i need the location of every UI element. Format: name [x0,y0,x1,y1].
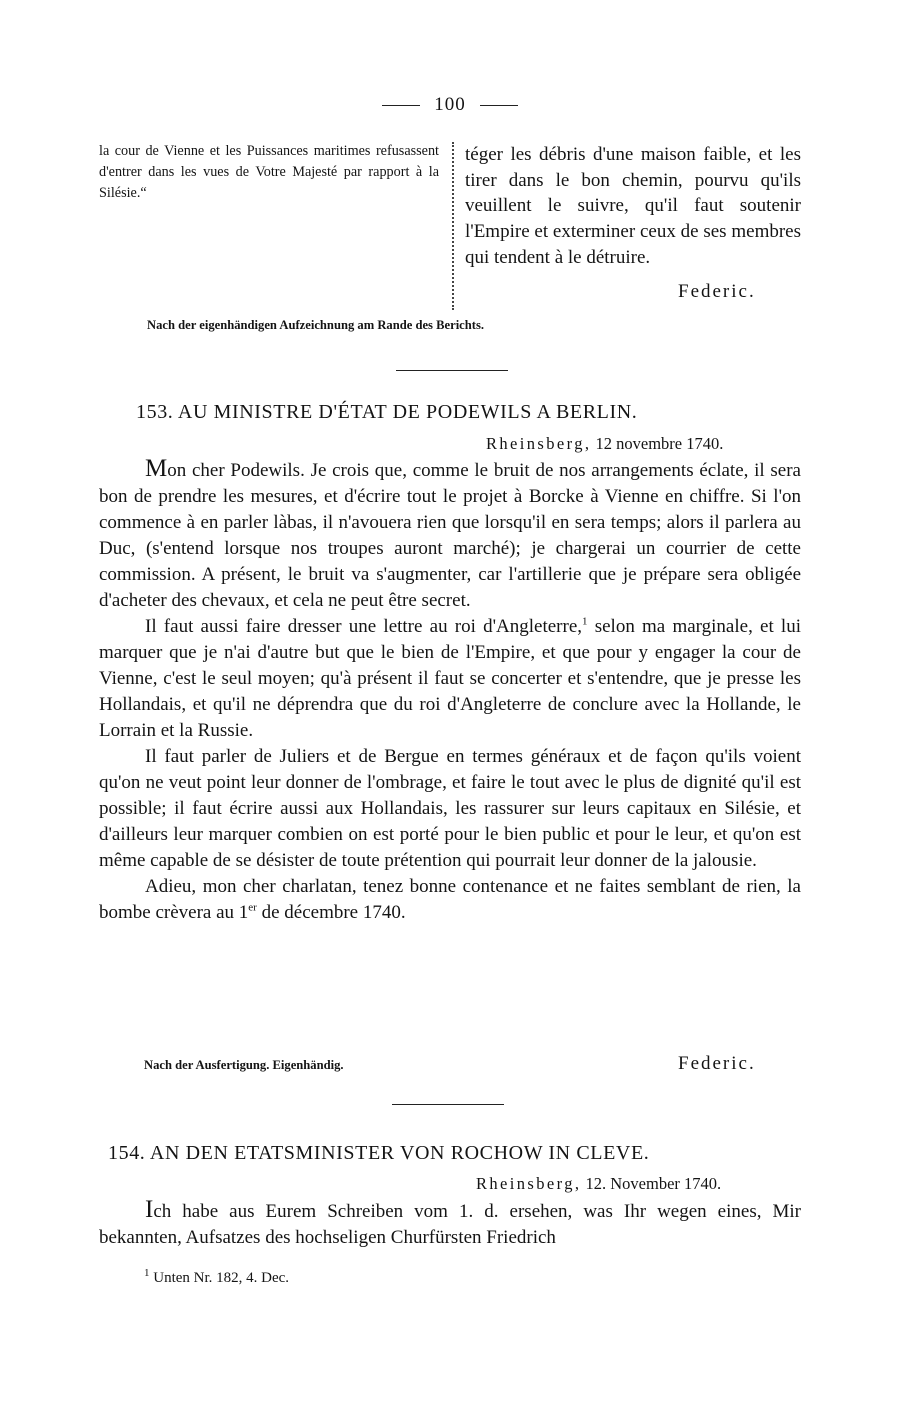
letter-153-paragraph-1-text: on cher Podewils. Je crois que, comme le bruit de nos arrangements éclate, il sera bon de prendre les mesures, et d'écrire tout le projet à Borcke à Vienne en chiffre. Si l'on commence à en parler làbas, il n'avouera rien que lorsqu'il en sera temps; alors il parlera au Duc, (s'entend lorsque nos troupes auront marché); je chargerai un courrier de cette commission. A présent, le bruit va s'augmenter, car l'artillerie que je prépare sera obligée d'acheter des chevaux, et cela ne peut être secret. [99,460,801,611]
page-number [0,94,900,116]
letter-153-paragraph-2-text-a: Il faut aussi faire dresser une lettre au roi d'Angleterre, [145,616,582,637]
letter-153-paragraph-4-text-a: Adieu, mon cher charlatan, tenez bonne contenance et ne faites semblant de rien, la bombe crèvera au 1 [99,876,801,923]
previous-letter-source-note: Nach der eigenhändigen Aufzeichnung am Rande des Berichts. [147,318,485,332]
letter-154-body [99,1197,801,1251]
letter-154-date: 12. November 1740. [585,1174,722,1193]
page-number-value: 100 [434,94,466,115]
letter-154-place: Rheinsberg, [476,1174,582,1193]
letter-153-dropcap: M [145,455,168,482]
letter-154-heading: 154. AN DEN ETATSMINISTER VON ROCHOW IN CLEVE. [108,1142,650,1164]
letter-153-paragraph-3: Il faut parler de Juliers et de Bergue en termes généraux et de façon qu'ils voient qu'on ne veut point leur donner de l'ombrage, et faire le tout avec le plus de dignité qu'il est possible; il faut écrire aussi aux Hollandais, les rassurer sur leurs capitaux en Silésie, et d'ailleurs leur marquer combien on est porté pour le bien public et pour le leur, et qu'on est même capable de se désister de toute prétention qui pourrait leur donner de la jalousie. [99,746,801,871]
letter-153-superscript-er: er [248,901,257,914]
letter-154-dateline [476,1174,721,1194]
letter-153-dateline [486,434,723,454]
letter-153-paragraph-4 [99,874,801,926]
previous-letter-signature: Federic. [678,281,756,302]
letter-153-body [99,456,801,926]
previous-letter-left-column: la cour de Vienne et les Puissances maritimes refusassent d'entrer dans les vues de Votre Majesté par rapport à la Silésie.“ [99,143,439,201]
letter-153-date: 12 novembre 1740. [595,434,724,453]
previous-letter-right-column: téger les débris d'une maison faible, et les tirer dans le bon chemin, pourvu qu'ils veuillent le suivre, qu'il faut soutenir l'Empire et exterminer ceux de ses membres qui tendent à le détruire. [465,144,801,268]
letter-153-heading: 153. AU MINISTRE D'ÉTAT DE PODEWILS A BERLIN. [136,401,638,423]
letter-153-paragraph-2 [99,614,801,744]
letter-154-dropcap: I [145,1196,154,1223]
letter-153-signature: Federic. [678,1053,756,1074]
letter-154-paragraph-1 [99,1197,801,1251]
letter-154-paragraph-1-text: ch habe aus Eurem Schreiben vom 1. d. ersehen, was Ihr wegen eines, Mir bekannten, Aufsatzes des hochseligen Churfürsten Friedrich [99,1201,801,1248]
footnote-marker: 1 [144,1267,150,1279]
section-divider [392,1104,504,1105]
page-number-dash-left [382,105,420,106]
letter-153-paragraph-1 [99,456,801,614]
footnote-reference: 1 [582,615,588,628]
letter-153-paragraph-2-text-b: selon ma marginale, et lui marquer que je n'ai d'autre but que le bien de l'Empire, et que pour y engager la cour de Vienne, c'est le seul moyen; qu'à présent il faut se concerter et s'entendre, que je presse les Hollandais, et qu'il ne déprendra que du roi d'Angleterre de conclure avec la Hollande, le Lorrain et la Russie. [99,616,801,741]
footnote [144,1267,290,1287]
section-divider [396,370,508,371]
footnote-text: Unten Nr. 182, 4. Dec. [153,1270,290,1286]
letter-153-source-note: Nach der Ausfertigung. Eigenhändig. [144,1058,344,1072]
letter-153-paragraph-4-text-b: de décembre 1740. [261,902,406,923]
letter-153-place: Rheinsberg, [486,434,592,453]
page-number-dash-right [480,105,518,106]
column-divider [452,142,454,310]
